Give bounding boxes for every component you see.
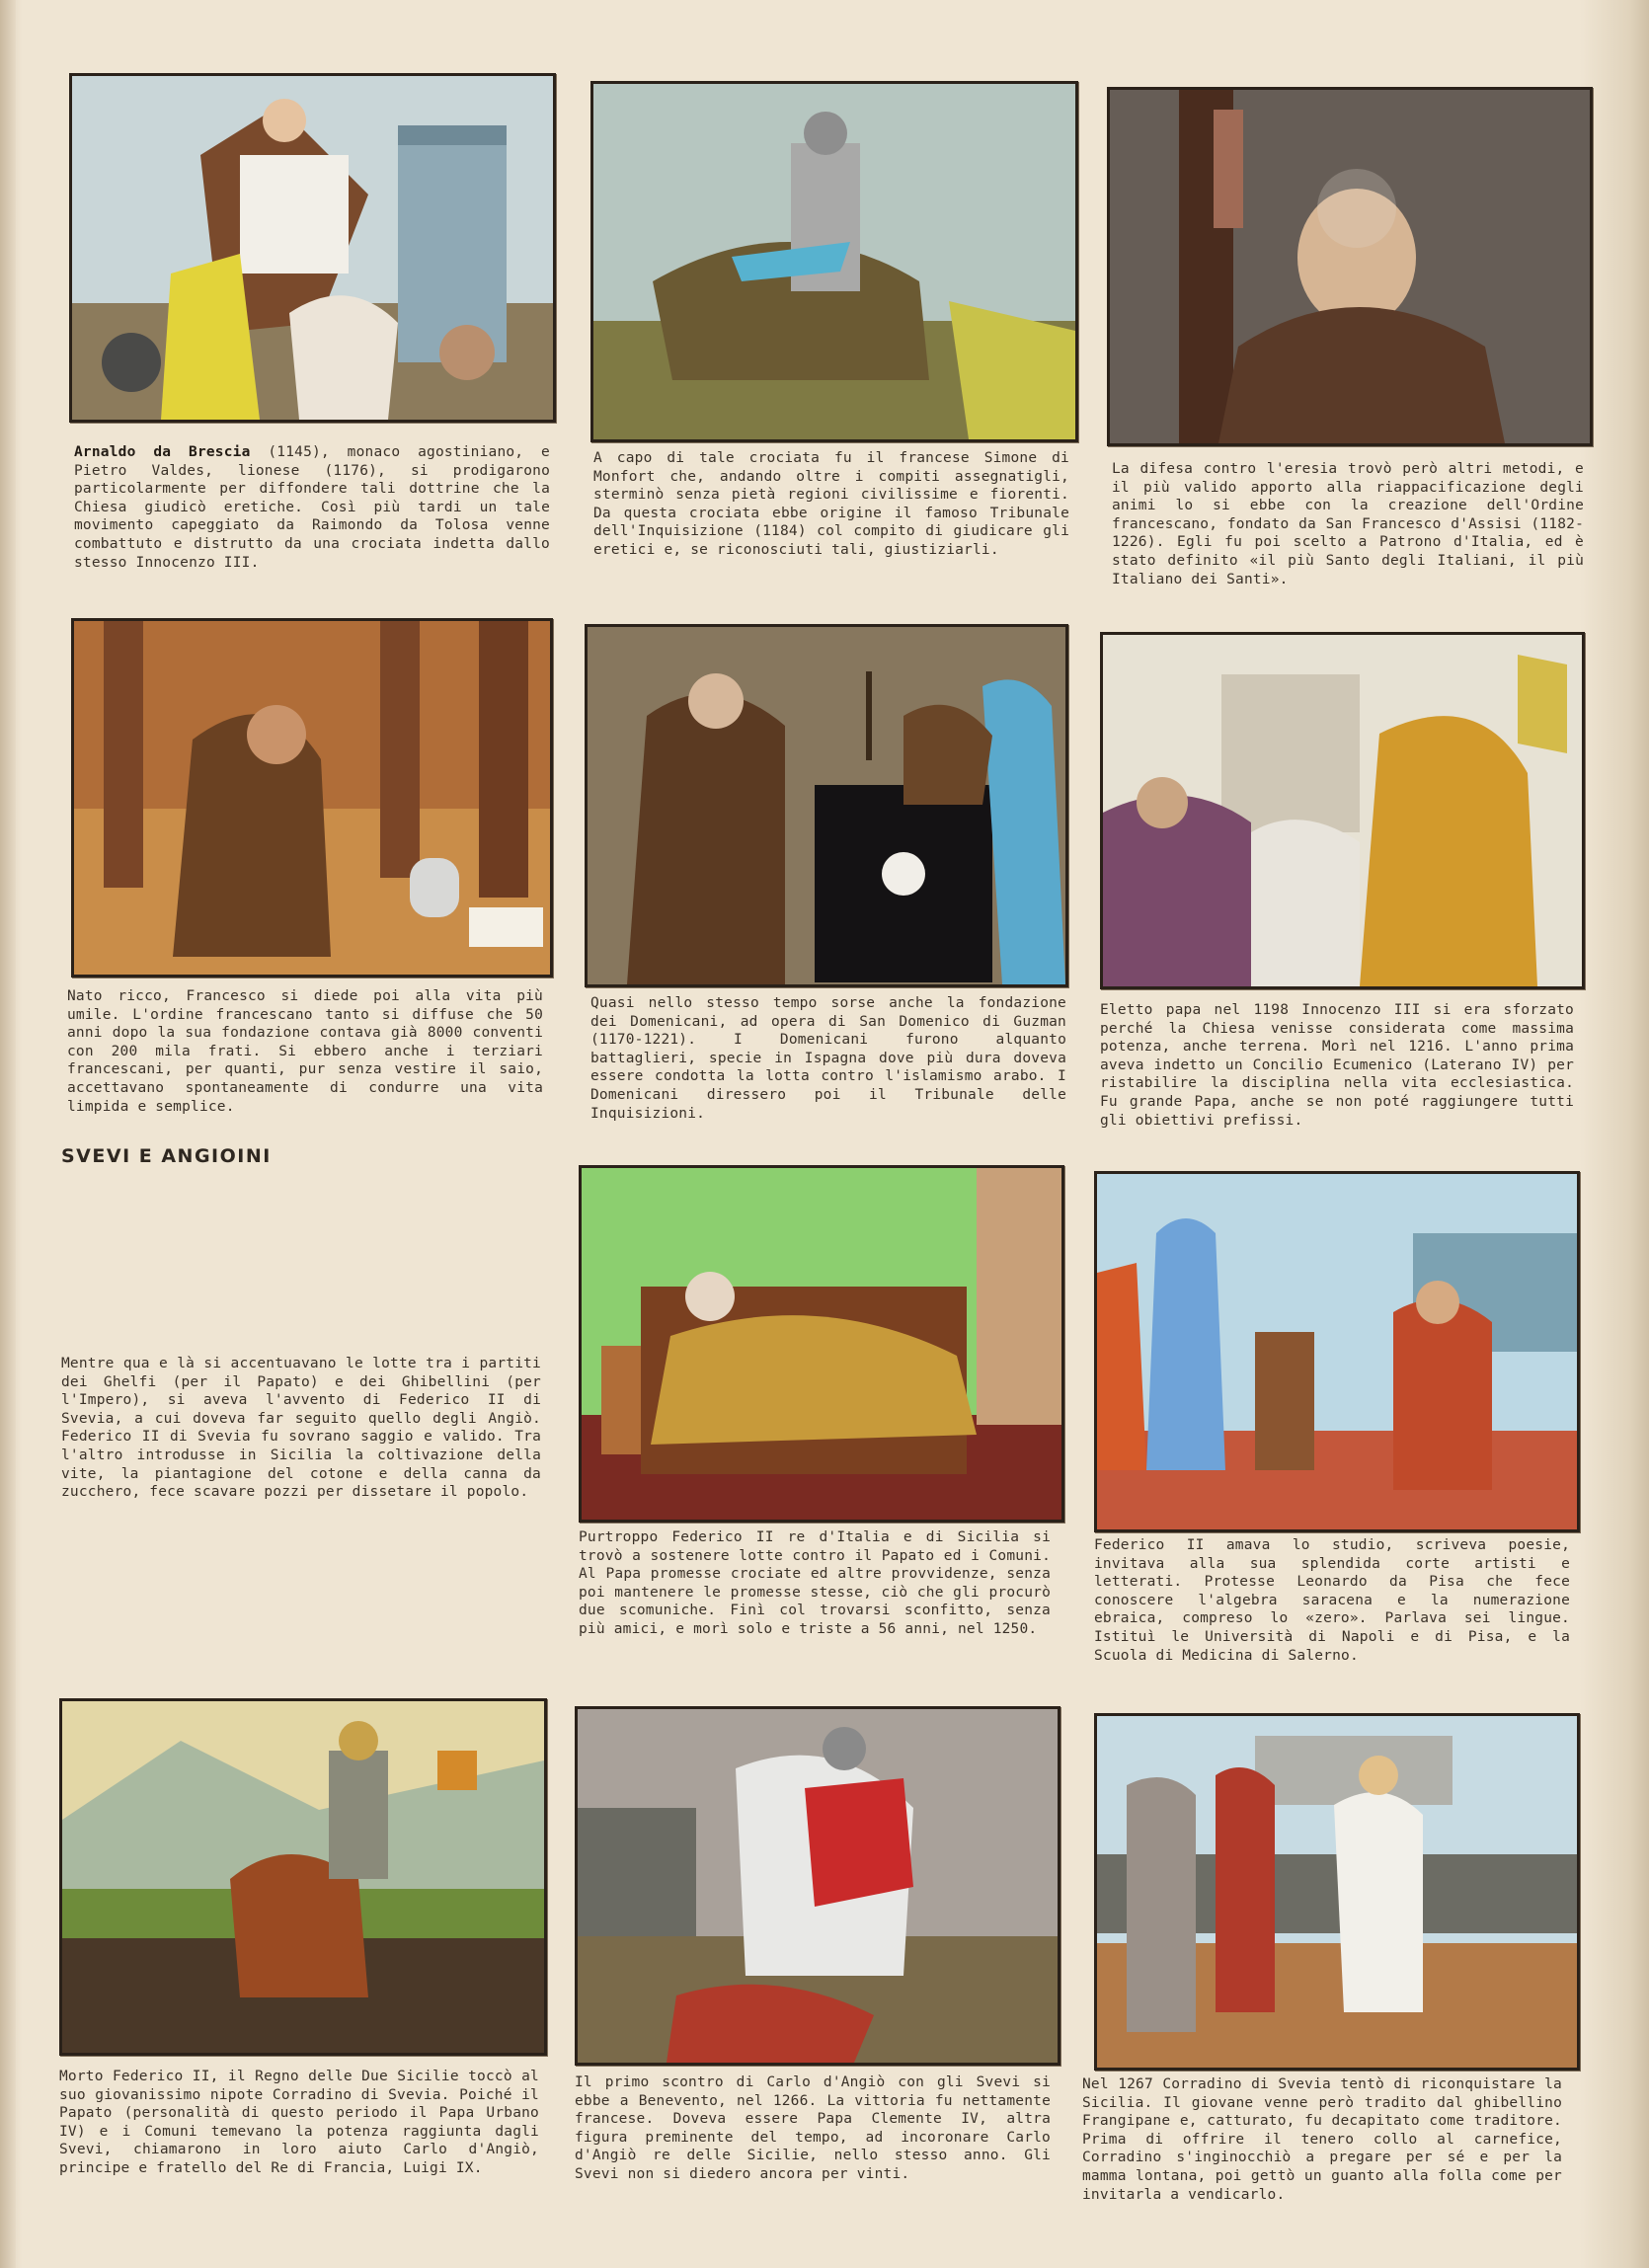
- caption-5: Quasi nello stesso tempo sorse anche la fondazione dei Domenicani, ad opera di San Domenico di Guzman (1170-1221). I Domenicani furono alquanto battaglieri, specie in Ispagna dove più dura doveva essere condotta la lotta contro l'islamismo arabo. I Domenicani diressero poi il Tribunale delle Inquisizioni.: [590, 995, 1066, 1122]
- illustration-innocenzo: [1103, 635, 1582, 986]
- caption-6: Eletto papa nel 1198 Innocenzo III si era sforzato perché la Chiesa venisse considerata come massima potenza, anche terrena. Morì nel 1216. L'anno prima aveva indetto un Concilio Ecumenico (Laterano IV) per ristabilire la disciplina nella vita ecclesiastica. Fu grande Papa, anche se non poté raggiungere tutti gli obiettivi prefissi.: [1100, 1002, 1574, 1129]
- caption-9: Morto Federico II, il Regno delle Due Sicilie toccò al suo giovanissimo nipote Corradino di Svevia. Poiché il Papato (personalità di questo periodo il Papa Urbano IV) e i Comuni temevano la potenza raggiunta dagli Svevi, chiamarono in loro aiuto Carlo d'Angiò, principe e fratello del Re di Francia, Luigi IX.: [59, 2069, 539, 2176]
- card-arnaldo-da-brescia: [69, 73, 556, 423]
- illustration-san-francesco: [1110, 90, 1590, 443]
- card-federico-bed: [579, 1165, 1064, 1523]
- card-francesco-prayer: [71, 618, 553, 978]
- illustration-monfort: [593, 84, 1075, 439]
- illustration-arnaldo: [72, 76, 553, 420]
- illustration-benevento: [578, 1709, 1058, 2063]
- caption-8: Federico II amava lo studio, scriveva poesie, invitava alla sua splendida corte artisti e letterati. Protesse Leonardo da Pisa che fece conoscere l'algebra saracena e la numerazione ebraica, compreso lo «zero». Parlava sei lingue. Istituì le Università di Napoli e di Pisa, e la Scuola di Medicina di Salerno.: [1094, 1537, 1570, 1664]
- card-regno-due-sicilie: [59, 1698, 547, 2056]
- illustration-federico-bed: [582, 1168, 1061, 1520]
- page-spine-shadow: [0, 0, 16, 2268]
- caption-1: Arnaldo da Brescia (1145), monaco agostiniano, e Pietro Valdes, lionese (1176), si prodigarono particolarmente per diffondere tali dottrine che la Chiesa giudicò eretiche. Così più tardi un tale movimento capeggiato da Raimondo da Tolosa venne combattuto e distrutto da una crociata indetta dallo stesso Innocenzo III.: [74, 444, 550, 571]
- caption-4: Nato ricco, Francesco si diede poi alla vita più umile. L'ordine francescano tanto si diffuse che 50 anni dopo la sua fondazione contava già 8000 conventi con 200 mila frati. Si ebbero anche i terziari francescani, per quanti, pur senza vestire il saio, accettavano spontaneamente di condurre una vita limpida e semplice.: [67, 988, 543, 1115]
- caption-3: La difesa contro l'eresia trovò però altri metodi, e il più valido apporto alla riappacificazione degli animi lo si ebbe con la creazione dell'Ordine francescano, fondato da San Francesco d'Assisi (1182-1226). Egli fu poi scelto a Patrono d'Italia, ed è stato definito «il più Santo degli Italiani, il più Italiano dei Santi».: [1112, 461, 1584, 587]
- card-corradino: [1094, 1713, 1580, 2071]
- section-intro: Mentre qua e là si accentuavano le lotte tra i partiti dei Ghelfi (per il Papato) e dei Ghibellini (per l'Impero), si aveva l'avvento di Federico II di Svevia, a cui doveva far seguito quello degli Angiò. Federico II di Svevia fu sovrano saggio e valido. Tra l'altro introdusse in Sicilia la coltivazione della vite, la piantagione del cotone e della canna da zucchero, fece scavare pozzi per dissetare il popolo.: [61, 1356, 541, 1501]
- card-simone-di-monfort: [590, 81, 1078, 442]
- illustration-domenicani: [588, 627, 1065, 984]
- illustration-francesco-prayer: [74, 621, 550, 975]
- caption-2: A capo di tale crociata fu il francese Simone di Monfort che, andando oltre i compiti assegnatigli, sterminò senza pietà regioni civilissime e fiorenti. Da questa crociata ebbe origine il famoso Tribunale dell'Inquisizione (1184) col compito di giudicare gli eretici e, se riconosciuti tali, giustiziarli.: [593, 450, 1069, 558]
- caption-11: Nel 1267 Corradino di Svevia tentò di riconquistare la Sicilia. Il giovane venne però tradito dal ghibellino Frangipane e, catturato, fu decapitato come traditore. Prima di offrire il tenero collo al carnefice, Corradino s'inginocchiò a pregare per sé e per la mamma lontana, poi gettò un guanto alla folla come per invitarla a vendicarlo.: [1082, 2076, 1562, 2203]
- caption-7: Purtroppo Federico II re d'Italia e di Sicilia si trovò a sostenere lotte contro il Papato ed i Comuni. Al Papa promesse crociate ed altre provvidenze, senza poi mantenere le promesse stesse, ciò che gli procurò due scomuniche. Finì col trovarsi sconfitto, senza più amici, e morì solo e triste a 56 anni, nel 1250.: [579, 1529, 1051, 1637]
- illustration-federico-corte: [1097, 1174, 1577, 1529]
- card-federico-corte: [1094, 1171, 1580, 1532]
- card-benevento: [575, 1706, 1060, 2066]
- card-san-francesco: [1107, 87, 1593, 446]
- card-domenicani: [585, 624, 1068, 987]
- illustration-corradino: [1097, 1716, 1577, 2068]
- section-title: SVEVI E ANGIOINI: [61, 1145, 272, 1167]
- illustration-regno: [62, 1701, 544, 2053]
- card-innocenzo-iii: [1100, 632, 1585, 989]
- caption-10: Il primo scontro di Carlo d'Angiò con gli Svevi si ebbe a Benevento, nel 1266. La vittoria fu nettamente francese. Doveva essere Papa Clemente IV, altra figura preminente del tempo, ad incoronare Carlo d'Angiò re delle Sicilie, nello stesso anno. Gli Svevi non si diedero ancora per vinti.: [575, 2074, 1051, 2182]
